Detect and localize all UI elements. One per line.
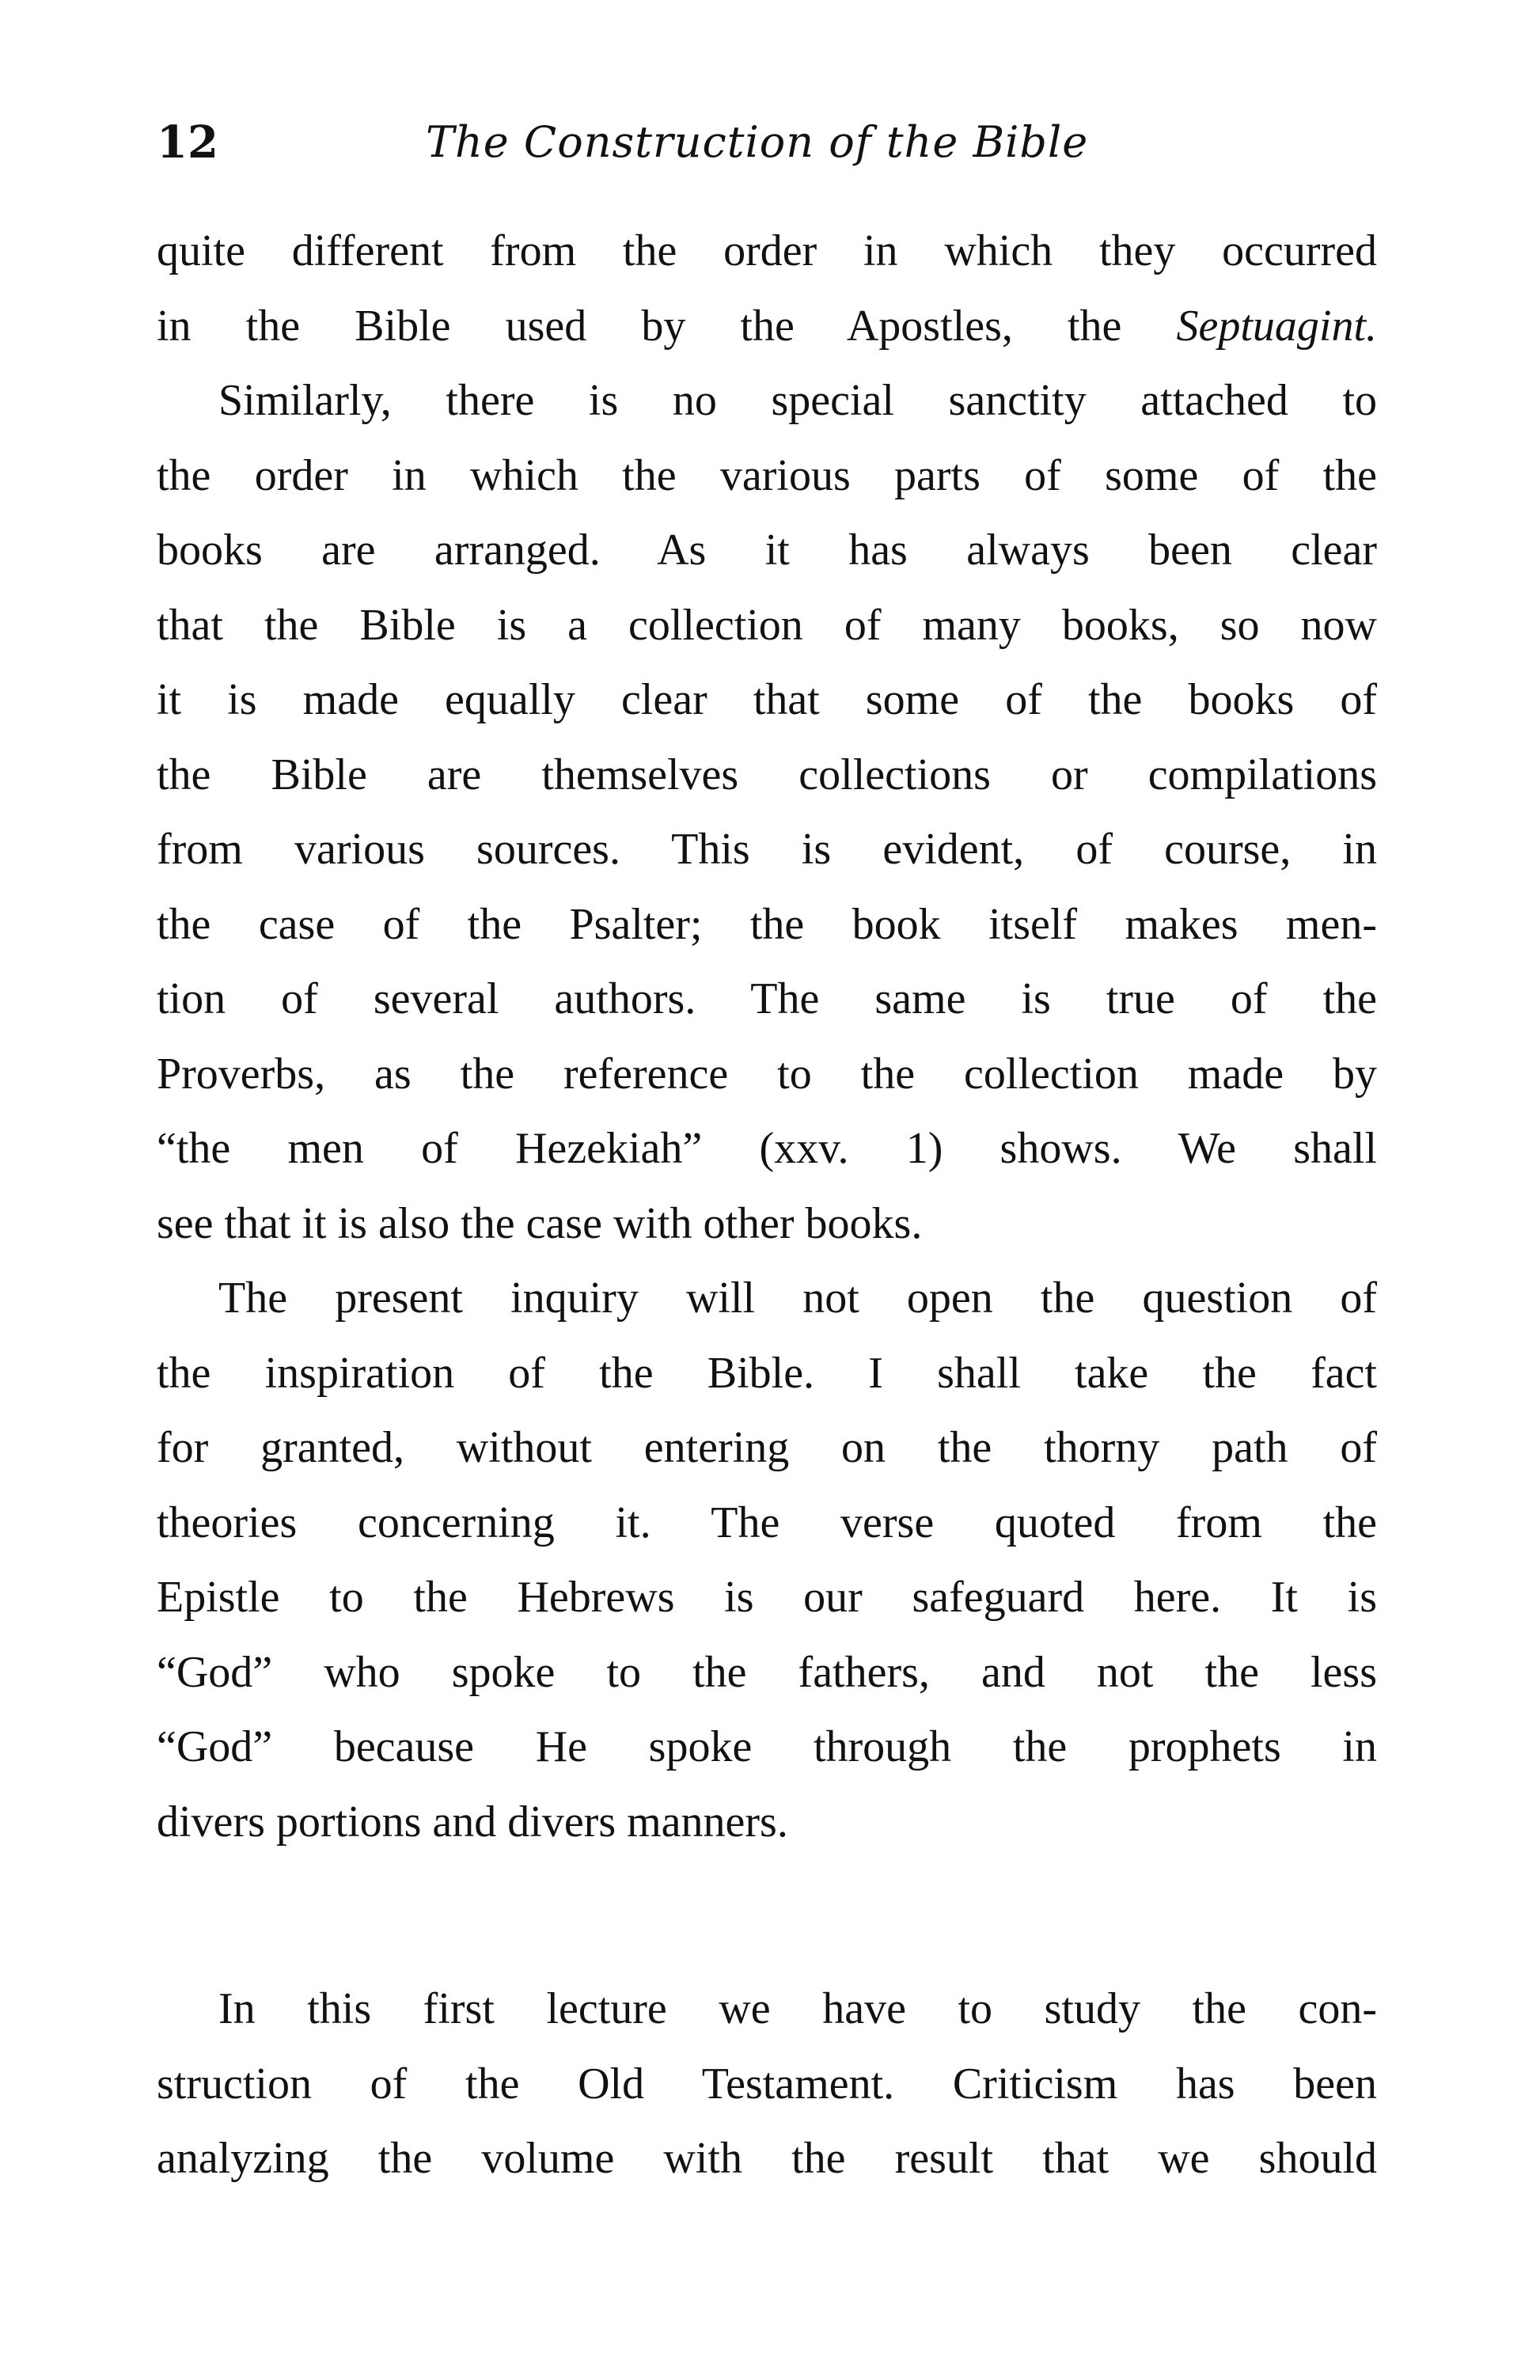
- text-line: In this first lecture we have to study the con-: [218, 1984, 1377, 2033]
- text-line: for granted, without entering on the thorny path of: [157, 1423, 1377, 1472]
- text-line: books are arranged. As it has always been clear: [157, 526, 1377, 575]
- text-line: Proverbs, as the reference to the collection made by: [157, 1049, 1377, 1099]
- running-head: The Construction of the Bible: [426, 117, 1089, 167]
- text-line: from various sources. This is evident, of course, in: [157, 825, 1377, 874]
- text-line: it is made equally clear that some of the books of: [157, 675, 1377, 724]
- text-line: The present inquiry will not open the question of: [218, 1274, 1377, 1323]
- body-text: [157, 214, 1377, 2196]
- paragraph-2: [157, 1261, 1377, 1859]
- text-line: tion of several authors. The same is true of the: [157, 974, 1377, 1023]
- text-line: “God” because He spoke through the prophets in: [157, 1722, 1377, 1771]
- text-line: quite different from the order in which they occurred: [157, 226, 1377, 275]
- text-line: [157, 289, 1377, 364]
- text-line: theories concerning it. The verse quoted from the: [157, 1497, 1377, 1547]
- text-line: that the Bible is a collection of many books, so now: [157, 600, 1377, 650]
- text-line: the Bible are themselves collections or compilations: [157, 750, 1377, 799]
- section-break: [157, 1859, 1377, 1972]
- italic-term: Septuagint.: [1176, 301, 1377, 351]
- text-line: “the men of Hezekiah” (xxv. 1) shows. We shall: [157, 1124, 1377, 1173]
- text-line: Similarly, there is no special sanctity attached to: [218, 376, 1377, 425]
- text-line: “God” who spoke to the fathers, and not the less: [157, 1647, 1377, 1697]
- page-header: [157, 107, 1375, 178]
- text-line: Epistle to the Hebrews is our safeguard here. It is: [157, 1573, 1377, 1622]
- text-line: the case of the Psalter; the book itself makes men-: [157, 899, 1377, 949]
- text-line: see that it is also the case with other books.: [157, 1198, 923, 1248]
- page-number: 12: [157, 116, 218, 169]
- text-line: the order in which the various parts of some of the: [157, 450, 1377, 500]
- text-line: analyzing the volume with the result that we should: [157, 2134, 1377, 2183]
- text-line: struction of the Old Testament. Criticism has been: [157, 2059, 1377, 2109]
- paragraph-1: [157, 214, 1377, 1261]
- paragraph-3: [157, 1972, 1377, 2196]
- text-line: divers portions and divers manners.: [157, 1797, 788, 1847]
- text-line: the inspiration of the Bible. I shall take the fact: [157, 1348, 1377, 1398]
- text-span: in the Bible used by the Apostles, the: [157, 301, 1177, 351]
